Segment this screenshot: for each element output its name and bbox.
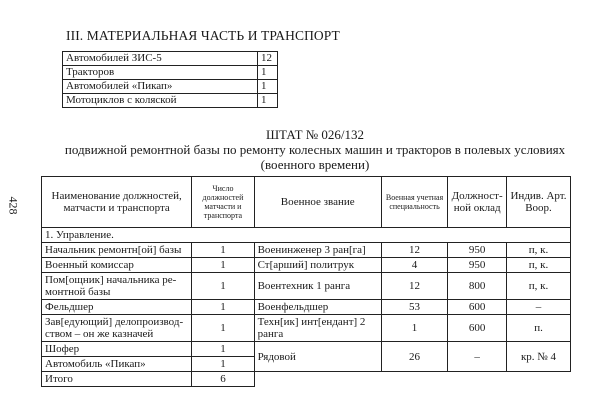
staff-table	[41, 176, 571, 387]
header-salary: Должност-ной оклад	[448, 177, 507, 228]
position-count: 1	[192, 315, 254, 342]
position-individual-arms: п.	[507, 315, 571, 342]
total-row	[42, 372, 571, 387]
position-name: Начальник ремонтн[ой] базы	[42, 243, 192, 258]
position-specialty: 4	[381, 258, 447, 273]
total-label: Итого	[42, 372, 192, 387]
position-rank: Военинженер 3 ран[га]	[254, 243, 381, 258]
materiel-name: Автомобилей «Пикап»	[63, 80, 258, 94]
position-salary: 950	[448, 243, 507, 258]
position-salary: 950	[448, 258, 507, 273]
materiel-name: Мотоциклов с коляской	[63, 94, 258, 108]
section-row	[42, 228, 571, 243]
position-rank: Ст[арший] политрук	[254, 258, 381, 273]
materiel-name: Автомобилей ЗИС-5	[63, 52, 258, 66]
position-rank: Техн[ик] инт[ендант] 2 ранга	[254, 315, 381, 342]
position-name: Военный комиссар	[42, 258, 192, 273]
table-row	[42, 258, 571, 273]
materiel-qty: 1	[258, 66, 278, 80]
vehicle-name: Автомобиль «Пикап»	[42, 357, 192, 372]
total-count: 6	[192, 372, 254, 387]
position-rank: Военфельдшер	[254, 300, 381, 315]
header-count: Число должностей матчасти и транспорта	[192, 177, 254, 228]
vehicle-count: 1	[192, 357, 254, 372]
table-row	[63, 94, 278, 108]
header-specialty: Военная учетная специальность	[381, 177, 447, 228]
shtat-heading	[60, 127, 570, 172]
table-row	[42, 273, 571, 300]
position-count: 1	[192, 243, 254, 258]
position-name: Пом[ощник] начальника ре-монтной базы	[42, 273, 192, 300]
position-individual-arms: п, к.	[507, 258, 571, 273]
position-name: Фельдшер	[42, 300, 192, 315]
position-name: Шофер	[42, 342, 192, 357]
table-row	[42, 315, 571, 342]
position-salary: 600	[448, 300, 507, 315]
section-title: III. МАТЕРИАЛЬНАЯ ЧАСТЬ И ТРАНСПОРТ	[66, 28, 340, 43]
table-row	[42, 342, 571, 357]
position-specialty: 1	[381, 315, 447, 342]
shtat-description: подвижной ремонтной базы по ремонту колесных машин и тракторов в полевых условиях	[64, 142, 566, 157]
position-count: 1	[192, 258, 254, 273]
shtat-period: (военного времени)	[260, 157, 370, 172]
position-individual-arms: п, к.	[507, 273, 571, 300]
materiel-qty: 12	[258, 52, 278, 66]
position-individual-arms: –	[507, 300, 571, 315]
header-row	[42, 177, 571, 228]
table-row	[63, 52, 278, 66]
table-row	[63, 66, 278, 80]
position-specialty: 26	[381, 342, 447, 372]
header-individual-arms: Индив. Арт. Воор.	[507, 177, 571, 228]
shtat-number: ШТАТ № 026/132	[265, 127, 365, 142]
materiel-name: Тракторов	[63, 66, 258, 80]
position-count: 1	[192, 300, 254, 315]
position-count: 1	[192, 273, 254, 300]
position-name: Зав[едующий] делопроизвод-ством – он же казначей	[42, 315, 192, 342]
position-salary: –	[448, 342, 507, 372]
position-individual-arms: кр. № 4	[507, 342, 571, 372]
position-individual-arms: п, к.	[507, 243, 571, 258]
materiel-qty: 1	[258, 80, 278, 94]
table-row	[63, 80, 278, 94]
table-row	[42, 243, 571, 258]
position-salary: 600	[448, 315, 507, 342]
page-number: 428	[6, 196, 21, 215]
position-specialty: 12	[381, 273, 447, 300]
table-row	[42, 300, 571, 315]
materiel-qty: 1	[258, 94, 278, 108]
position-specialty: 53	[381, 300, 447, 315]
position-specialty: 12	[381, 243, 447, 258]
position-rank: Воентехник 1 ранга	[254, 273, 381, 300]
header-name: Наименование должностей, матчасти и транспорта	[42, 177, 192, 228]
position-salary: 800	[448, 273, 507, 300]
section-label: 1. Управление.	[42, 228, 571, 243]
materiel-table	[62, 51, 278, 108]
position-count: 1	[192, 342, 254, 357]
position-rank: Рядовой	[254, 342, 381, 372]
header-rank: Военное звание	[254, 177, 381, 228]
